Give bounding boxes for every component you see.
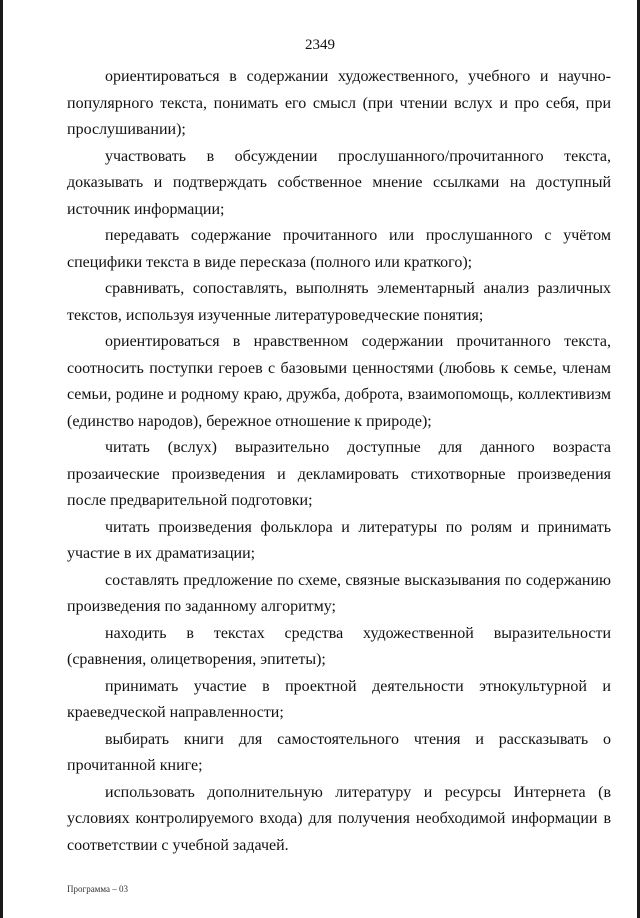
paragraph: читать произведения фольклора и литературы по ролям и принимать участие в их драматизации; [67,518,611,562]
page-number: 2349 [305,37,335,53]
paragraph: ориентироваться в содержании художественного, учебного и научно-популярного текста, понимать его смысл (при чтении вслух и про себя, при прослушивании); [67,68,611,138]
document-body [67,64,611,859]
paragraph: участвовать в обсуждении прослушанного/прочитанного текста, доказывать и подтверждать собственное мнение ссылками на доступный источник информации; [67,147,611,218]
paragraph: использовать дополнительную литературу и ресурсы Интернета (в условиях контролируемого входа) для получения необходимой информации в соответствии с учебной задачей. [67,783,611,854]
paragraph: находить в текстах средства художественной выразительности (сравнения, олицетворения, эпитеты); [67,624,611,668]
paragraph: ориентироваться в нравственном содержании прочитанного текста, соотносить поступки героев с базовыми ценностями (любовь к семье, членам семьи, родине и родному краю, дружба, доброта, взаимопомощь, коллективизм (единство народов), бережное отношение к природе); [67,333,611,430]
paragraph: сравнивать, сопоставлять, выполнять элементарный анализ различных текстов, используя изученные литературоведческие понятия; [67,280,611,324]
paragraph: составлять предложение по схеме, связные высказывания по содержанию произведения по заданному алгоритму; [67,571,611,615]
paragraph: читать (вслух) выразительно доступные для данного возраста прозаические произведения и декламировать стихотворные произведения после предварительной подготовки; [67,439,611,509]
paragraph: выбирать книги для самостоятельного чтения и рассказывать о прочитанной книге; [67,730,611,774]
paragraph: принимать участие в проектной деятельности этнокультурной и краеведческой направленности; [67,677,611,721]
page-footer: Программа – 03 [67,884,129,894]
scan-edge-left [0,0,3,918]
paragraph: передавать содержание прочитанного или прослушанного с учётом специфики текста в виде пересказа (полного или краткого); [67,227,611,271]
